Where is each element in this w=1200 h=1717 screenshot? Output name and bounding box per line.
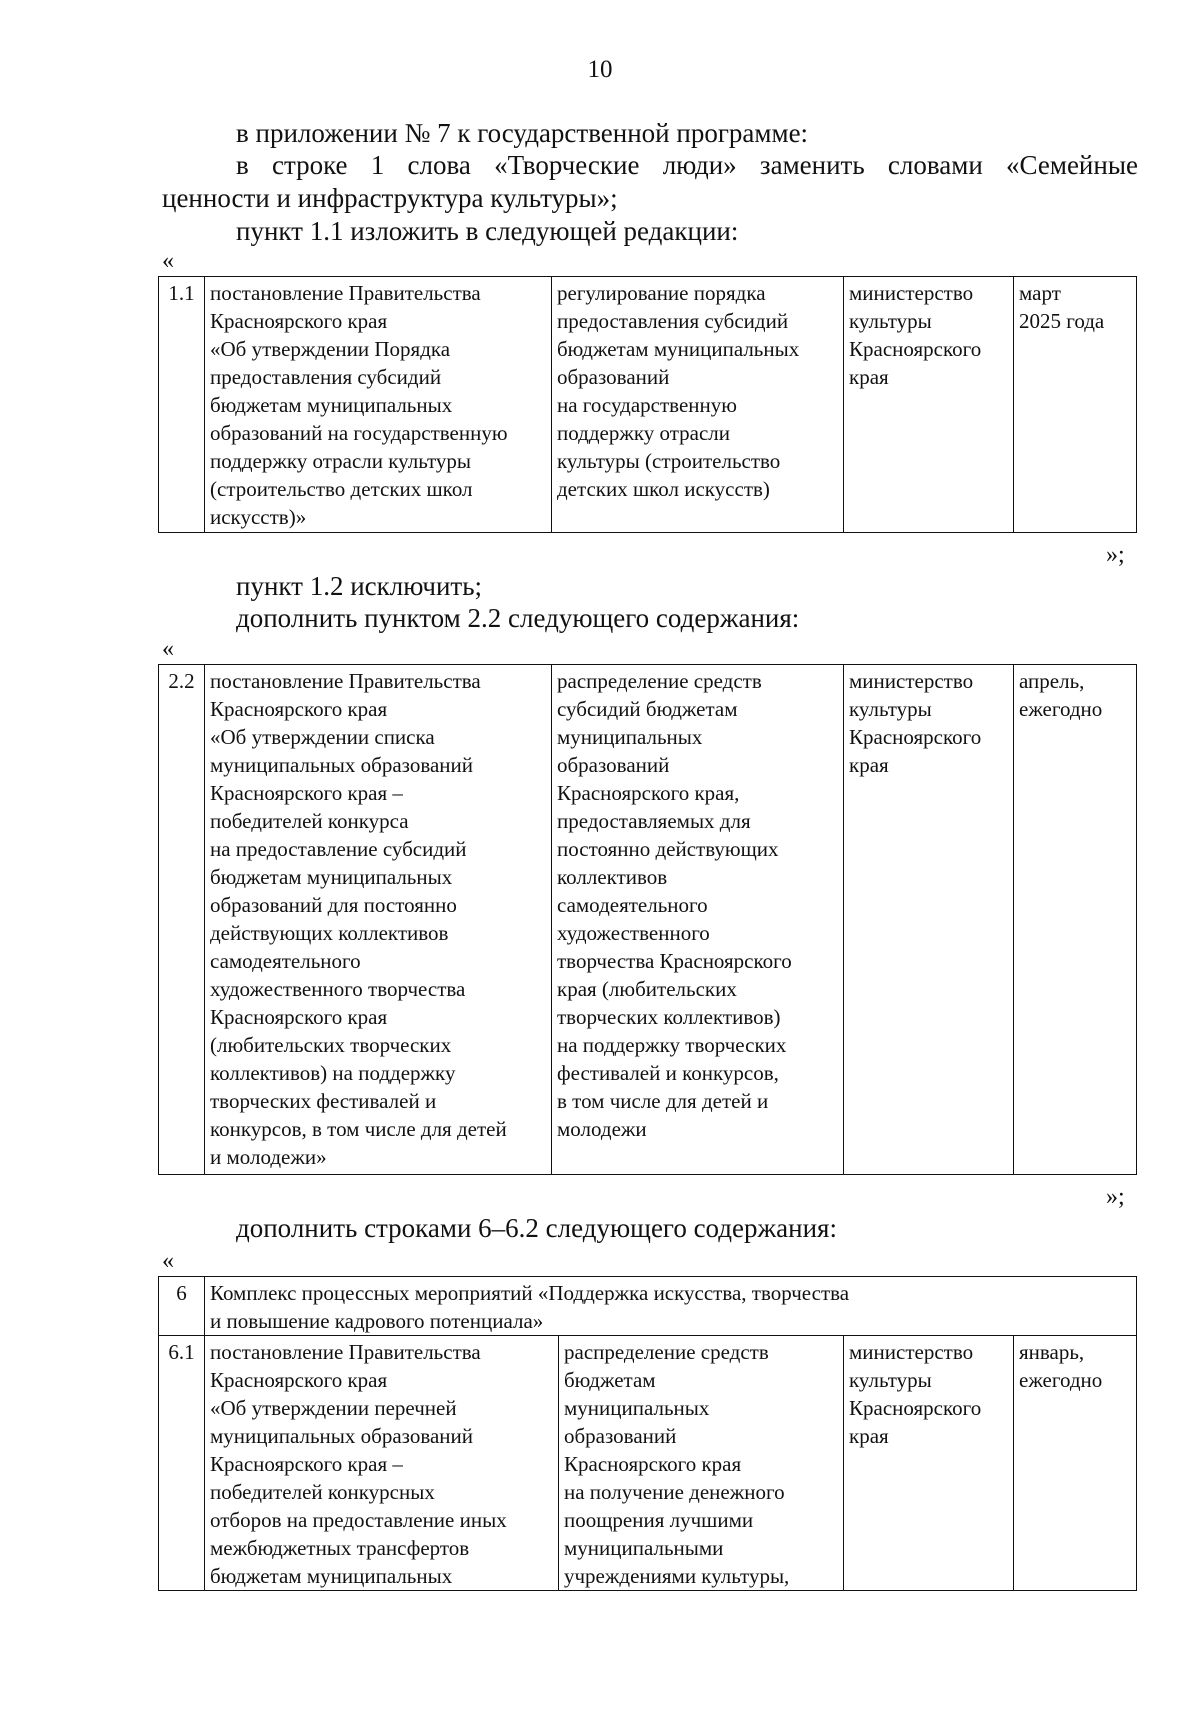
intro-line-4: пункт 1.1 изложить в следующей редакции: [236, 216, 739, 246]
intro-line-2 [162, 150, 1138, 181]
table-row [159, 277, 1137, 533]
intro-line-2-word: слова [407, 150, 471, 180]
purpose-text: распределение средств субсидий бюджетам муниципальных образований Красноярского края, предоставляемых для постоянно действующих коллективов самодеятельного художественного творчества Красноярского края (любительских творческих коллективов) на поддержку творческих фестивалей и конкурсов, в том числе для детей и молодежи [552, 665, 844, 1175]
mid-line-1: пункт 1.2 исключить; [236, 571, 483, 601]
table-item-2-2 [158, 664, 1137, 1175]
intro-line-2-word: строке [272, 150, 348, 180]
purpose-text: регулирование порядка предоставления субсидий бюджетам муниципальных образований на государственную поддержку отрасли культуры (строительство детских школ искусств) [552, 277, 844, 533]
table-row [159, 1277, 1137, 1336]
quote-close-1: »; [1106, 542, 1125, 568]
document-title: постановление Правительства Красноярского края «Об утверждении списка муниципальных образований Красноярского края – победителей конкурса на предоставление субсидий бюджетам муниципальных образований для постоянно действующих коллективов самодеятельного художественного творчества Красноярского края (любительских творческих коллективов) на поддержку творческих фестивалей и конкурсов, в том числе для детей и молодежи» [205, 665, 552, 1175]
document-title: постановление Правительства Красноярского края «Об утверждении перечней муниципальных образований Красноярского края – победителей конкурсных отборов на предоставление иных межбюджетных трансфертов бюджетам муниципальных [205, 1336, 559, 1591]
document-title: постановление Правительства Красноярского края «Об утверждении Порядка предоставления субсидий бюджетам муниципальных образований на государственную поддержку отрасли культуры (строительство детских школ искусств)» [205, 277, 552, 533]
row-number: 1.1 [159, 277, 205, 533]
quote-open-1: « [162, 248, 174, 274]
deadline-text: январь, ежегодно [1014, 1336, 1137, 1591]
intro-line-2-word: в [236, 150, 249, 180]
row-number: 6 [159, 1277, 205, 1336]
row-number: 2.2 [159, 665, 205, 1175]
page-number: 10 [587, 56, 613, 83]
quote-open-3: « [162, 1248, 174, 1274]
quote-open-2: « [162, 636, 174, 662]
intro-line-2-word: «Творческие [494, 150, 640, 180]
intro-line-2-word: люди» [662, 150, 737, 180]
mid-line-2: дополнить пунктом 2.2 следующего содержания: [236, 603, 800, 633]
intro-line-3: ценности и инфраструктура культуры»; [162, 183, 618, 213]
purpose-text: распределение средств бюджетам муниципальных образований Красноярского края на получение денежного поощрения лучшими муниципальными учреждениями культуры, [559, 1336, 844, 1591]
quote-close-2: »; [1106, 1184, 1125, 1210]
intro-line-2-word: заменить [759, 150, 865, 180]
executor-text: министерство культуры Красноярского края [844, 1336, 1014, 1591]
table-row [159, 1336, 1137, 1591]
executor-text: министерство культуры Красноярского края [844, 665, 1014, 1175]
table-item-1-1 [158, 276, 1137, 533]
deadline-text: март 2025 года [1014, 277, 1137, 533]
intro-line-2-word: словами [887, 150, 983, 180]
table-row [159, 665, 1137, 1175]
deadline-text: апрель, ежегодно [1014, 665, 1137, 1175]
intro-line-2-word: 1 [370, 150, 385, 180]
executor-text: министерство культуры Красноярского края [844, 277, 1014, 533]
tail-line-1: дополнить строками 6–6.2 следующего содержания: [236, 1213, 837, 1243]
section-header: Комплекс процессных мероприятий «Поддержка искусства, творчества и повышение кадрового потенциала» [205, 1277, 1137, 1336]
row-number: 6.1 [159, 1336, 205, 1591]
table-items-6 [158, 1276, 1137, 1591]
intro-line-1: в приложении № 7 к государственной программе: [236, 118, 809, 148]
intro-line-2-word: «Семейные [1006, 150, 1138, 180]
